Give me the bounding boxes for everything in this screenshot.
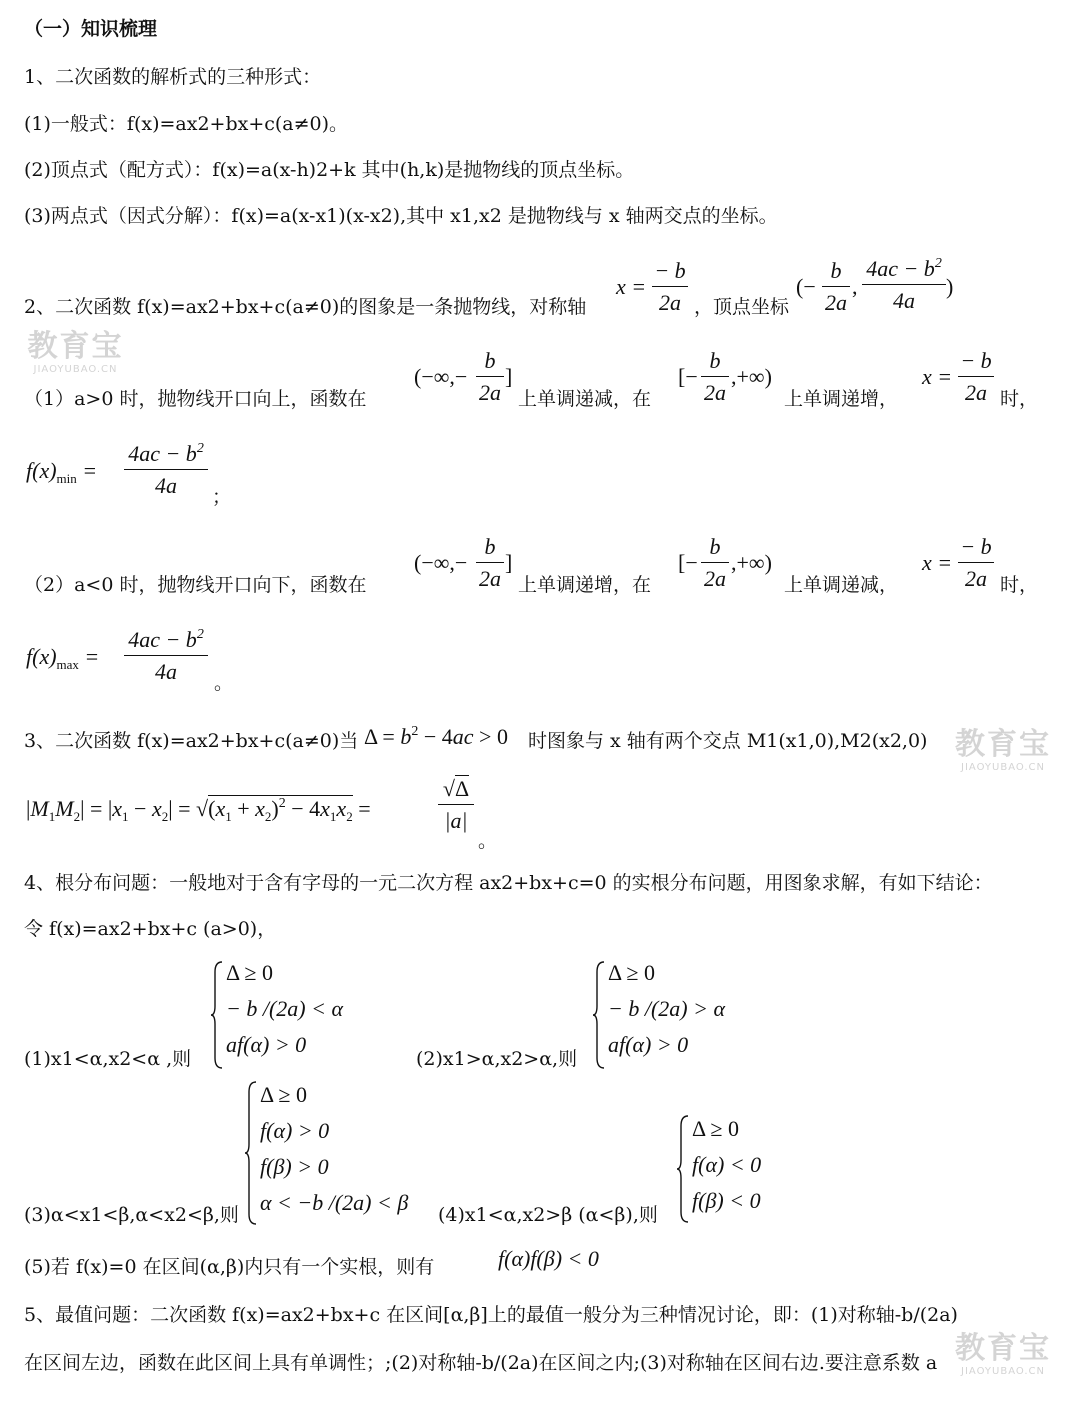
case1-interval2-left: [− <box>678 364 698 389</box>
case2-interval1-frac: b 2a <box>476 536 504 590</box>
s4-case4-cond1: Δ ≥ 0 <box>692 1116 740 1141</box>
s2-case1-end: ； <box>212 486 232 508</box>
s4-heading: 4、根分布问题：一般地对于含有字母的一元二次方程 ax2+bx+c=0 的实根分布问题，用图象求解，有如下结论： <box>24 872 993 894</box>
s4-case1-cond1: Δ ≥ 0 <box>226 960 274 985</box>
vertex-close-paren: ) <box>946 274 954 299</box>
s4-case5-text: (5)若 f(x)=0 在区间(α,β)内只有一个实根，则有 <box>24 1256 435 1278</box>
vertex-y-fraction: $4ac - b^2$ 4a <box>862 258 946 312</box>
s4-case3-cond3: f(β) > 0 <box>260 1154 329 1179</box>
watermark-bottom: 教育宝 JIAOYUBAO.CN <box>955 1331 1051 1377</box>
s2-case1-text: （1）a>0 时，抛物线开口向上，函数在 <box>24 388 367 410</box>
section-title: （一）知识梳理 <box>24 18 158 40</box>
case2-axis-frac: − b 2a <box>958 536 994 590</box>
s3-line-a: 3、二次函数 f(x)=ax2+bx+c(a≠0)当 <box>24 730 359 752</box>
case1-axis-x-eq: x = <box>922 364 953 389</box>
s4-case4-text: (4)x1<α,x2>β (α<β),则 <box>438 1204 658 1226</box>
case1-interval2-right: ,+∞) <box>731 364 772 389</box>
case2-axis-x-eq: x = <box>922 550 953 575</box>
s2-case2-text: （2）a<0 时，抛物线开口向下，函数在 <box>24 574 367 596</box>
case1-interval2-frac: b 2a <box>701 350 729 404</box>
s4-case3-brace <box>244 1080 258 1226</box>
s2-line: 2、二次函数 f(x)=ax2+bx+c(a≠0)的图象是一条抛物线，对称轴 <box>24 296 587 318</box>
watermark-right: 教育宝 JIAOYUBAO.CN <box>955 727 1051 773</box>
s1-two-point-form: (3)两点式（因式分解）：f(x)=a(x-x1)(x-x2),其中 x1,x2 是抛物线与 x 轴两交点的坐标。 <box>24 205 778 227</box>
case1-interval1-right: ] <box>505 364 513 389</box>
fmax-label: $f(x)_{max}$ = <box>26 644 100 672</box>
s4-case4-cond3: f(β) < 0 <box>692 1188 761 1213</box>
case1-axis-frac: − b 2a <box>958 350 994 404</box>
s4-case1-brace <box>210 960 224 1070</box>
fmin-label: $f(x)_{min}$ = <box>26 458 98 486</box>
distance-fraction: √Δ |a| <box>438 778 474 832</box>
distance-formula: $|M_1M_2| = |x_1 - x_2| = √(x_1 + x_2)^2 - 4x_1x_2$ = <box>26 796 371 824</box>
case1-interval1-left: (−∞,− <box>414 364 468 389</box>
s3-end: 。 <box>478 830 498 852</box>
s4-case1-text: (1)x1<α,x2<α ,则 <box>24 1048 192 1070</box>
case2-interval1-left: (−∞,− <box>414 550 468 575</box>
s1-general-form: (1)一般式：f(x)=ax2+bx+c(a≠0)。 <box>24 113 349 135</box>
s2-case2-end: 。 <box>214 672 234 694</box>
s4-case2-text: (2)x1>α,x2>α,则 <box>416 1048 578 1070</box>
s4-case1-cond2: − b /(2a) < α <box>226 996 344 1021</box>
s4-case2-cond1: Δ ≥ 0 <box>608 960 656 985</box>
s4-case2-cond2: − b /(2a) > α <box>608 996 726 1021</box>
s2-case2-inc: 上单调递增，在 <box>518 574 652 596</box>
s4-case4-cond2: f(α) < 0 <box>692 1152 762 1177</box>
watermark-left: 教育宝 JIAOYUBAO.CN <box>27 329 124 375</box>
s4-case3-cond2: f(α) > 0 <box>260 1118 330 1143</box>
vertex-x-fraction: b 2a <box>822 260 850 314</box>
discriminant-condition: $\Delta = b^2 - 4ac > 0$ <box>364 724 508 749</box>
fmin-fraction: $4ac - b^2$ 4a <box>124 443 208 497</box>
s2-case1-when: 时， <box>1000 388 1039 410</box>
s3-line-b: 时图象与 x 轴有两个交点 M1(x1,0),M2(x2,0) <box>528 730 928 752</box>
s4-let: 令 f(x)=ax2+bx+c (a>0)， <box>24 918 277 940</box>
s5-line1: 5、最值问题：二次函数 f(x)=ax2+bx+c 在区间[α,β]上的最值一般分为三种情况讨论，即：(1)对称轴-b/(2a) <box>24 1304 958 1326</box>
s4-case3-cond1: Δ ≥ 0 <box>260 1082 308 1107</box>
case2-interval1-right: ] <box>505 550 513 575</box>
fmax-fraction: $4ac - b^2$ 4a <box>124 629 208 683</box>
case2-interval2-left: [− <box>678 550 698 575</box>
case2-interval2-right: ,+∞) <box>731 550 772 575</box>
axis-x-eq: x = <box>616 274 647 299</box>
s1-heading: 1、二次函数的解析式的三种形式： <box>24 66 322 88</box>
s2-case1-dec: 上单调递减，在 <box>518 388 652 410</box>
s4-case3-cond4: α < −b /(2a) < β <box>260 1190 409 1215</box>
s4-case3-text: (3)α<x1<β,α<x2<β,则 <box>24 1204 239 1226</box>
s4-case5-cond: f(α)f(β) < 0 <box>498 1246 599 1271</box>
s2-case2-dec: 上单调递减， <box>784 574 899 596</box>
s4-case2-cond3: af(α) > 0 <box>608 1032 689 1057</box>
case2-interval2-frac: b 2a <box>701 536 729 590</box>
case1-interval1-frac: b 2a <box>476 350 504 404</box>
s4-case4-brace <box>676 1114 690 1224</box>
s2-vertex-label: ，顶点坐标 <box>694 296 790 318</box>
s2-case1-inc: 上单调递增， <box>784 388 899 410</box>
s4-case2-brace <box>592 960 606 1070</box>
s5-line2: 在区间左边，函数在此区间上具有单调性；;(2)对称轴-b/(2a)在区间之内;(3)对称轴在区间右边.要注意系数 a <box>24 1352 938 1374</box>
vertex-open-paren: (− <box>796 274 816 299</box>
vertex-comma: , <box>852 274 858 299</box>
s1-vertex-form: (2)顶点式（配方式）：f(x)=a(x-h)2+k 其中(h,k)是抛物线的顶点坐标。 <box>24 159 635 181</box>
s4-case1-cond3: af(α) > 0 <box>226 1032 307 1057</box>
s2-case2-when: 时， <box>1000 574 1039 596</box>
axis-fraction: − b 2a <box>652 260 688 314</box>
